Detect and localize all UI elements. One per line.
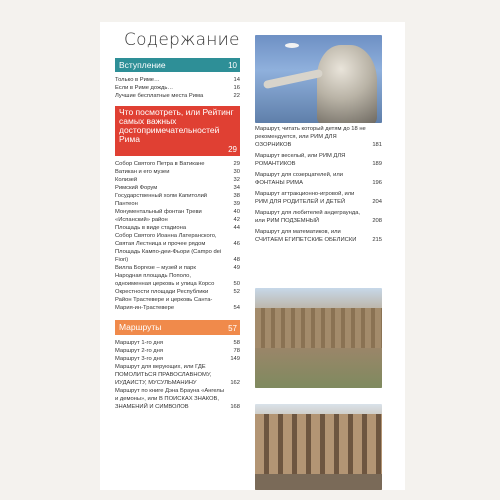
entry-label: Собор Святого Петра в Ватикане [115, 161, 205, 167]
section-page: 57 [228, 324, 237, 333]
forum-ruins-photo [255, 288, 382, 388]
entry-label: Маршрут для созерцателей, или ФОНТАНЫ РИМА [255, 172, 343, 186]
entry-label: «Испанский» район [115, 217, 168, 223]
toc-entry[interactable] [115, 224, 240, 232]
section-label: Вступление [119, 60, 166, 70]
entry-page: 50 [233, 281, 240, 287]
toc-entry[interactable] [115, 84, 240, 92]
entry-page: 40 [233, 209, 240, 215]
toc-entry[interactable] [115, 288, 240, 296]
entry-page: 162 [230, 380, 240, 386]
entry-label: Маршрут 3-го дня [115, 356, 164, 362]
section-header-routes[interactable] [115, 320, 240, 335]
entry-label: Маршрут для верующих, или ГДЕ ПОМОЛИТЬСЯ ПРАВОСЛАВНОМУ, ИУДАИСТУ, МУСУЛЬМАНИНУ [115, 364, 212, 386]
toc-entry[interactable] [115, 347, 240, 355]
entry-page: 22 [233, 93, 240, 99]
entry-page: 52 [233, 289, 240, 295]
entry-label: Только в Риме… [115, 77, 160, 83]
toc-entry[interactable] [115, 160, 240, 168]
entry-label: Римский Форум [115, 185, 158, 191]
entry-page: 181 [372, 142, 382, 148]
entry-page: 44 [233, 225, 240, 231]
entry-page: 34 [233, 185, 240, 191]
toc-entry[interactable] [115, 192, 240, 200]
toc-entry[interactable] [115, 76, 240, 84]
entry-page: 49 [233, 265, 240, 271]
entry-page: 32 [233, 177, 240, 183]
entry-page: 42 [233, 217, 240, 223]
toc-entry[interactable] [115, 387, 240, 411]
page-title: Содержание [124, 30, 240, 50]
entry-label: Окрестности площади Республики [115, 289, 209, 295]
intro-list [115, 76, 240, 100]
toc-entry[interactable] [115, 232, 240, 248]
entry-label: Маршрут для любителей андеграунда, или РИМ ПОДЗЕМНЫЙ [255, 210, 361, 224]
toc-entry[interactable] [255, 228, 382, 244]
entry-label: Монументальный фонтан Треви [115, 209, 202, 215]
entry-label: Район Трастевере и церковь Санта-Мария-ин-Трастевере [115, 297, 213, 311]
toc-left-column [115, 58, 240, 411]
entry-page: 208 [372, 218, 382, 224]
statue-arm [263, 69, 323, 89]
toc-entry[interactable] [115, 339, 240, 347]
entry-label: Маршрут по книге Дэна Брауна «Ангелы и демоны», или В ПОИСКАХ ЗНАКОВ, ЗНАМЕНИЙ И СИМВОЛОВ [115, 388, 224, 410]
section-header-sights[interactable] [115, 106, 240, 156]
colosseum-photo [255, 404, 382, 490]
entry-page: 54 [233, 305, 240, 311]
toc-entry[interactable] [115, 184, 240, 192]
entry-label: Если в Риме дождь… [115, 85, 174, 91]
entry-page: 29 [233, 161, 240, 167]
routes-list [115, 339, 240, 411]
entry-page: 78 [233, 348, 240, 354]
entry-page: 38 [233, 193, 240, 199]
entry-page: 16 [233, 85, 240, 91]
toc-entry[interactable] [255, 152, 382, 168]
entry-label: Народная площадь Пополо, одноименная церковь и улица Корсо [115, 273, 215, 287]
statue-figure [317, 45, 377, 123]
street-ground [255, 474, 382, 490]
entry-page: 14 [233, 77, 240, 83]
entry-page: 196 [372, 180, 382, 186]
ruins-columns [255, 308, 382, 348]
section-label: Маршруты [119, 322, 162, 332]
entry-page: 48 [233, 257, 240, 263]
toc-entry[interactable] [115, 355, 240, 363]
entry-page: 215 [372, 237, 382, 243]
entry-label: Ватикан и его музеи [115, 169, 170, 175]
entry-page: 168 [230, 404, 240, 410]
toc-entry[interactable] [115, 264, 240, 272]
section-header-intro[interactable] [115, 58, 240, 72]
entry-page: 58 [233, 340, 240, 346]
toc-entry[interactable] [115, 200, 240, 208]
entry-page: 204 [372, 199, 382, 205]
entry-label: Вилла Боргезе – музей и парк [115, 265, 196, 271]
section-page: 10 [228, 61, 237, 70]
entry-label: Государственный холм Капитолий [115, 193, 208, 199]
entry-label: Маршрут веселый, или РИМ ДЛЯ РОМАНТИКОВ [255, 153, 346, 167]
entry-label: Лучшие бесплатные места Рима [115, 93, 204, 99]
ruins-ground [255, 348, 382, 388]
entry-label: Пантеон [115, 201, 138, 207]
statue-photo [255, 35, 382, 123]
entry-page: 149 [230, 356, 240, 362]
toc-entry[interactable] [115, 208, 240, 216]
toc-entry[interactable] [255, 190, 382, 206]
entry-page: 39 [233, 201, 240, 207]
entry-label: Маршрут аттракционно-игровой, или РИМ ДЛЯ РОДИТЕЛЕЙ И ДЕТЕЙ [255, 191, 355, 205]
entry-label: Площадь Кампо-деи-Фьори (Campo dei Fiori) [115, 249, 222, 263]
entry-label: Маршрут 1-го дня [115, 340, 164, 346]
toc-entry[interactable] [115, 168, 240, 176]
section-label: Что посмотреть, или Рейтинг самых важных достопримечательностей Рима [119, 107, 234, 144]
toc-entry[interactable] [115, 216, 240, 224]
entry-label: Маршрут 2-го дня [115, 348, 164, 354]
entry-page: 30 [233, 169, 240, 175]
toc-entry[interactable] [255, 125, 382, 149]
sights-list [115, 160, 240, 312]
entry-page: 189 [372, 161, 382, 167]
toc-entry[interactable] [115, 176, 240, 184]
entry-page: 46 [233, 241, 240, 247]
entry-label: Маршрут, читать который детям до 18 не рекомендуется, или РИМ ДЛЯ ОЗОРНИКОВ [255, 126, 366, 148]
toc-entry[interactable] [115, 248, 240, 264]
toc-entry[interactable] [115, 272, 240, 288]
toc-entry[interactable] [115, 92, 240, 100]
colosseum-arches [255, 414, 382, 474]
toc-entry[interactable] [255, 209, 382, 225]
entry-label: Колизей [115, 177, 138, 183]
entry-label: Маршрут для математиков, или СЧИТАЕМ ЕГИПЕТСКИЕ ОБЕЛИСКИ [255, 229, 357, 243]
entry-label: Собор Святого Иоанна Латеранского, Святая Лестница и прочее рядом [115, 233, 217, 247]
toc-entry[interactable] [255, 171, 382, 187]
toc-right-column [255, 125, 382, 247]
entry-label: Площадь в виде стадиона [115, 225, 187, 231]
toc-entry[interactable] [115, 363, 240, 387]
bird-icon [285, 43, 299, 48]
section-page: 29 [228, 145, 237, 154]
toc-entry[interactable] [115, 296, 240, 312]
